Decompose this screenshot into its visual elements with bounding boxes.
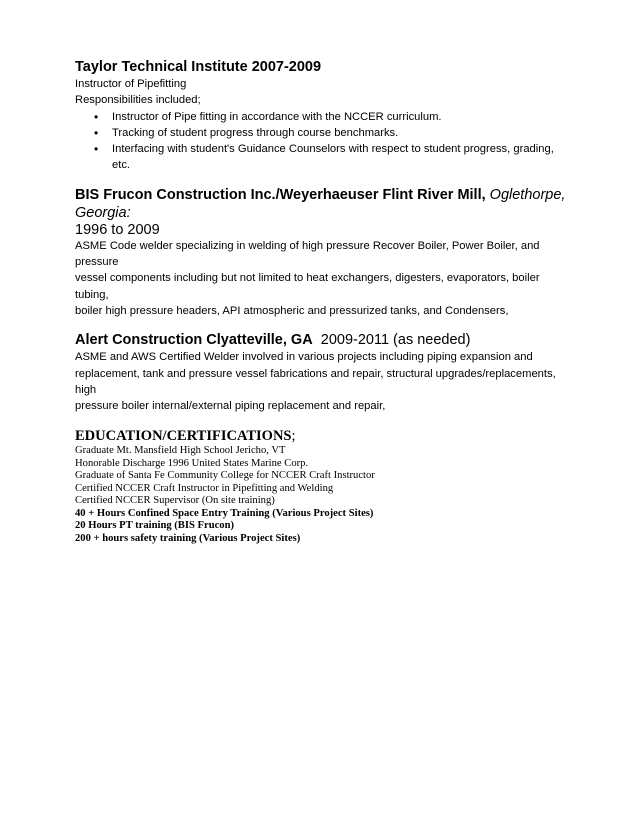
education-heading-text: EDUCATION/CERTIFICATIONS <box>75 428 292 445</box>
employer-name: Alert Construction Clyatteville, GA <box>75 332 313 349</box>
education-heading <box>75 428 568 445</box>
responsibilities-label: Responsibilities included; <box>75 94 201 107</box>
education-line: Honorable Discharge 1996 United States Marine Corp. <box>75 457 309 469</box>
education-line: Graduate of Santa Fe Community College for NCCER Craft Instructor <box>75 470 375 482</box>
education-section <box>75 428 568 545</box>
list-item: • Interfacing with student's Guidance Counselors with respect to student progress, grading, etc. <box>94 141 568 174</box>
education-line: Certified NCCER Craft Instructor in Pipefitting and Welding <box>75 482 334 494</box>
education-line: Graduate Mt. Mansfield High School Jericho, VT <box>75 445 286 457</box>
experience-alert-construction <box>75 331 568 414</box>
list-item: • Tracking of student progress through course benchmarks. <box>94 125 568 141</box>
description-line: pressure boiler internal/external piping replacement and repair, <box>75 400 386 413</box>
job-role: Instructor of Pipefitting <box>75 78 187 90</box>
training-line: 20 Hours PT training (BIS Frucon) <box>75 520 235 532</box>
description-line: ASME and AWS Certified Welder involved in various projects including piping expansion and <box>75 351 533 364</box>
experience-bis-frucon <box>75 186 568 319</box>
responsibilities-list <box>75 109 568 174</box>
employment-dates: 2009-2011 (as needed) <box>320 332 471 349</box>
training-line: 40 + Hours Confined Space Entry Training (Various Project Sites) <box>75 507 374 519</box>
list-item: • Instructor of Pipe fitting in accordance with the NCCER curriculum. <box>94 109 568 125</box>
description-line: replacement, tank and pressure vessel fabrications and repair, structural upgrades/replacements, high <box>75 367 556 396</box>
description-line: ASME Code welder specializing in welding of high pressure Recover Boiler, Power Boiler, and pressure <box>75 239 540 269</box>
experience-taylor-technical <box>75 58 568 174</box>
education-line: Certified NCCER Supervisor (On site training) <box>75 495 275 507</box>
employer-location: Oglethorpe, Georgia: <box>75 186 566 221</box>
employer-name: BIS Frucon Construction Inc./Weyerhaeuser Flint River Mill, <box>75 186 486 203</box>
description-line: vessel components including but not limited to heat exchangers, digesters, evaporators, boiler tubing, <box>75 272 540 301</box>
description-line: boiler high pressure headers, API atmospheric and pressurized tanks, and Condensers, <box>75 304 509 317</box>
education-heading-suffix: ; <box>291 428 296 445</box>
training-line: 200 + hours safety training (Various Project Sites) <box>75 532 301 544</box>
employer-heading <box>75 186 568 222</box>
employer-heading <box>75 331 568 349</box>
employment-dates: 1996 to 2009 <box>75 221 160 238</box>
employer-heading: Taylor Technical Institute 2007-2009 <box>75 59 322 75</box>
